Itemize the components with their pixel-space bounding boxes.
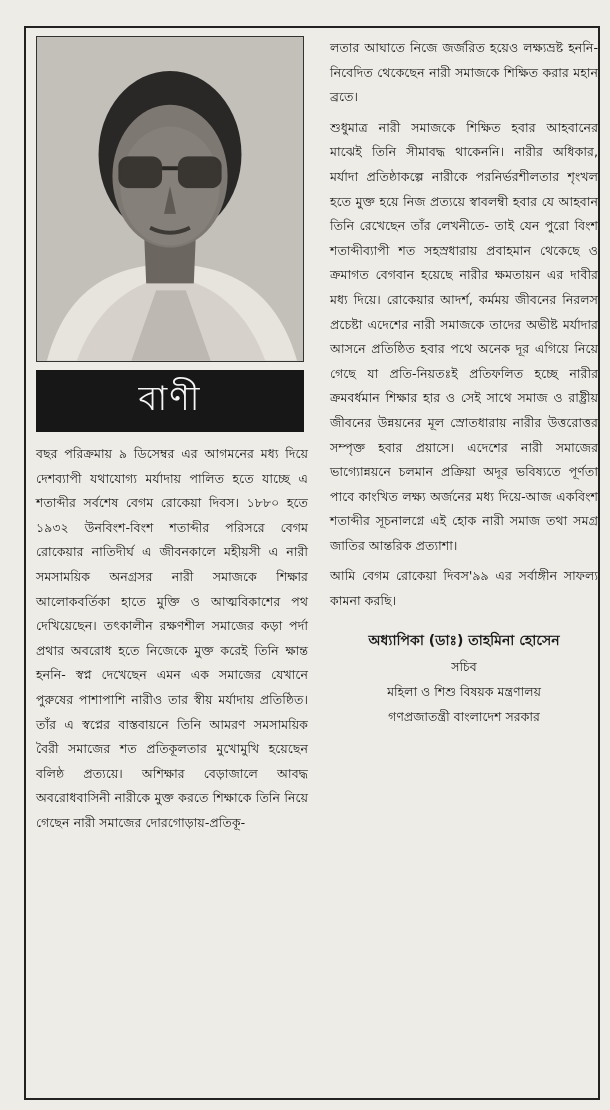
signature-block bbox=[330, 628, 598, 729]
heading-box bbox=[36, 370, 304, 432]
left-body-text: বছর পরিক্রমায় ৯ ডিসেম্বর এর আগমনের মধ্য দিয়ে দেশব্যাপী যথাযোগ্য মর্যাদায় পালিত হতে যাচ্ছে এ শতাব্দীর সর্বশেষ বেগম রোকেয়া দিবস। ১৮৮০ হতে ১৯৩২ উনবিংশ-বিংশ শতাব্দীর পরিসরে বেগম রোকেয়ার নাতিদীর্ঘ এ জীবনকালে মহীয়সী এ নারী সমসাময়িক অনগ্রসর নারী সমাজকে শিক্ষার আলোকবর্তিকা হাতে মুক্তি ও আত্মবিকাশের পথ দেখিয়েছেন। তৎকালীন রক্ষণশীল সমাজের কড়া পর্দা প্রথার অবরোধ হতে নিজেকে মুক্ত করেই তিনি ক্ষান্ত হননি- স্বপ্ন দেখেছেন এমন এক সমাজের যেখানে পুরুষের পাশাপাশি নারীও তার স্বীয় মর্যাদায় প্রতিষ্ঠিত। তাঁর এ স্বপ্নের বাস্তবায়নে তিনি আমরণ সমসাময়িক বৈরী সমাজের শত প্রতিকূলতার মুখোমুখি হয়েছেন বলিষ্ঠ প্রত্যয়ে। অশিক্ষার বেড়াজালে আবদ্ধ অবরোধবাসিনী নারীকে মুক্ত করতে শিক্ষাকে তিনি নিয়ে গেছেন নারী সমাজের দোরগোড়ায়-প্রতিকূ- bbox=[36, 446, 308, 830]
signatory-name: অধ্যাপিকা (ডাঃ) তাহমিনা হোসেন bbox=[368, 632, 560, 649]
right-paragraph-1: লতার আঘাতে নিজে জর্জরিত হয়েও লক্ষ্যভ্রষ্ট হননি- নিবেদিত থেকেছেন নারী সমাজকে শিক্ষিত করার মহান ব্রতে। bbox=[330, 40, 598, 105]
government-name: গণপ্রজাতন্ত্রী বাংলাদেশ সরকার bbox=[388, 708, 540, 724]
ministry-name: মহিলা ও শিশু বিষয়ক মন্ত্রণালয় bbox=[387, 683, 541, 699]
left-column bbox=[36, 36, 308, 836]
signatory-title: সচিব bbox=[451, 658, 477, 674]
heading: বাণী bbox=[138, 378, 202, 419]
right-paragraph-3: আমি বেগম রোকেয়া দিবস'৯৯ এর সর্বাঙ্গীন সাফল্য কামনা করছি। bbox=[330, 568, 598, 609]
right-column bbox=[330, 36, 598, 729]
right-paragraph-2: শুধুমাত্র নারী সমাজকে শিক্ষিত হবার আহবানের মাঝেই তিনি সীমাবদ্ধ থাকেননি। নারীর অধিকার, মর্যাদা প্রতিষ্ঠাকল্পে নারীকে পরনির্ভরশীলতার শৃংখল হতে মুক্ত হয়ে নিজ প্রত্যয়ে স্বাবলম্বী হবার যে আহবান তিনি রেখেছেন তাঁর লেখনীতে- তাই যেন পুরো বিংশ শতাব্দীব্যাপী শত সহস্রধারায় প্রবাহমান থেকেছে ও ক্রমাগত বেগবান হয়েছে নারীর ক্ষমতায়ন এর দাবীর মধ্য দিয়ে। রোকেয়ার আদর্শ, কর্মময় জীবনের নিরলস প্রচেষ্টা এদেশের নারী সমাজকে তাদের অভীষ্ট মর্যাদার আসনে প্রতিষ্ঠিত হবার পথে অনেক দূর এগিয়ে নিয়ে গেছে যা প্রতি-নিয়তঃই প্রতিফলিত হচ্ছে নারীর ক্রমবর্ধমান শিক্ষার হার ও সেই সাথে সমাজ ও রাষ্ট্রীয় জীবনের উন্নয়নের মূল স্রোতধারায় নারীর উত্তরোত্তর সম্পৃক্ত হবার প্রয়াসে। এদেশের নারী সমাজের ভাগ্যোন্নয়নে চলমান প্রক্রিয়া অদূর ভবিষ্যতে পূর্ণতা পাবে কাংখিত লক্ষ্য অর্জনের মধ্য দিয়ে-আজ একবিংশ শতাব্দীর সূচনালগ্নে এই হোক নারী সমাজ তথা সমগ্র জাতির আন্তরিক প্রত্যাশা। bbox=[330, 119, 598, 553]
portrait-photo bbox=[36, 36, 304, 362]
portrait-image bbox=[37, 37, 303, 361]
